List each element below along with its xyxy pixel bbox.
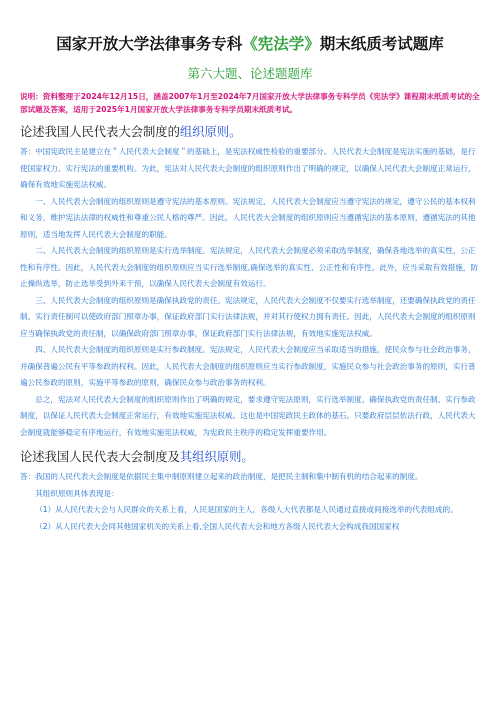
question-1-answer: 答：中国宪政民主是建立在＂人民代表大会制度＂的基础上，是宪法权威性检验的重要部分。人民代表大会制度是宪法实施的基础，是行使国家权力、实行宪法的重要机构。为此，宪法对人民代表大会制度的组织原则作出了明确的规定，以确保人民代表大会制度正常运行，确保有效地实施宪法权威。 <box>20 147 476 189</box>
title-prefix: 国家开放大学法律事务专科 <box>56 35 243 53</box>
title-course-name: 《宪法学》 <box>242 35 320 53</box>
question-1-paragraph: 总之，宪法对人民代表大会制度的组织原则作出了明确的规定，要求遵守宪法原则，实行选举制度、确保执政党的责任制、实行参政制度，以保证人民代表大会制度正常运行，有效地实施宪法权威。这也是中国宪政民主政体的基石。只要政府层层依法行政，人民代表大会制度就能够稳定有序地运行，有效地实施宪法权威，为宪政民主秩序的稳定发挥重要作用。 <box>20 394 476 437</box>
question-1-paragraph: 四、人民代表大会制度的组织原则是实行参政制度。宪法规定，人民代表大会制度应当采取适当的措施，使民众参与社会政治事务，并确保普遍公民有平等参政的权利。因此，人民代表大会制度的组织原则应当实行参政制度，实施民众参与社会政治事务的原则，实行普遍公民参政的原则，实施平等参政的原则，确保民众参与政治事务的权利。 <box>20 345 476 387</box>
question-2-prefix: 论述我国人民代表大会制度及 <box>20 450 180 464</box>
question-1-paragraph: 三、人民代表大会制度的组织原则是确保执政党的责任。宪法规定，人民代表大会制度不仅要实行选举制度，还要确保执政党的责任制。实行责任制可以使政府部门照章办事，保证政府部门实行法律法规，并对其行使权力拥有责任。因此，人民代表大会制度的组织原则应当确保执政党的责任制，以确保政府部门照章办事，保证政府部门实行法律法规，有效地实施宪法权威。 <box>20 295 476 338</box>
question-2-paragraph: 其组织原则具体表现是： <box>35 488 119 498</box>
title-suffix: 期末纸质考试题库 <box>319 35 444 53</box>
section-title: 第六大题、论述题题库 <box>187 66 313 81</box>
question-2-paragraph: （2）从人民代表大会同其他国家机关的关系上看,全国人民代表大会和地方各级人民代表大会构成我国国家权 <box>35 521 400 531</box>
question-1-prefix: 论述我国人民代表大会制度的 <box>20 125 180 139</box>
question-1-title <box>20 124 480 141</box>
question-2-title <box>20 449 480 466</box>
question-2-answer: 答：我国的人民代表大会制度是依据民主集中制原则建立起来的政治制度，是把民主制和集中制有机的结合起来的制度。 <box>20 472 423 481</box>
question-2-highlight: 其组织原则。 <box>179 450 254 464</box>
question-1-highlight: 组织原则。 <box>179 125 242 139</box>
document-title <box>20 0 480 54</box>
question-1-paragraph: 一、人民代表大会制度的组织原则是遵守宪法的基本原则。宪法规定，人民代表大会制度应当遵守宪法的规定，遵守公民的基本权利和义务，维护宪法法律的权威性和尊重公民人格的尊严。因此，人民代表大会制度的组织原则应当遵循宪法的基本原则，遵循宪法的其他原则，适当地发挥人民代表大会制度的职能。 <box>20 196 476 239</box>
document-note: 说明：资料整理于2024年12月15日，涵盖2007年1月至2024年7月国家开放大学法律事务专科学员《宪法学》课程期末纸质考试的全部试题及答案，适用于2025年1月国家开放大学法律事务专科学员期末纸质考试。 <box>20 92 480 114</box>
question-2-paragraph: （1）从人民代表大会与人民群众的关系上看，人民是国家的主人，各级人大代表都是人民通过直接或间接选举的代表组成的。 <box>35 505 458 514</box>
question-1-paragraph: 二、人民代表大会制度的组织原则是实行选举制度。宪法规定，人民代表大会制度必须采取选举制度，确保各地选举的真实性、公正性和有序性。因此，人民代表大会制度的组织原则应当实行选举制度,确保选举的真实性、公正性和有序性。此外，应当采取有效措施，防止操纵选举，防止选举受到外来干预，以确保人民代表大会制度有效运行。 <box>20 246 479 288</box>
